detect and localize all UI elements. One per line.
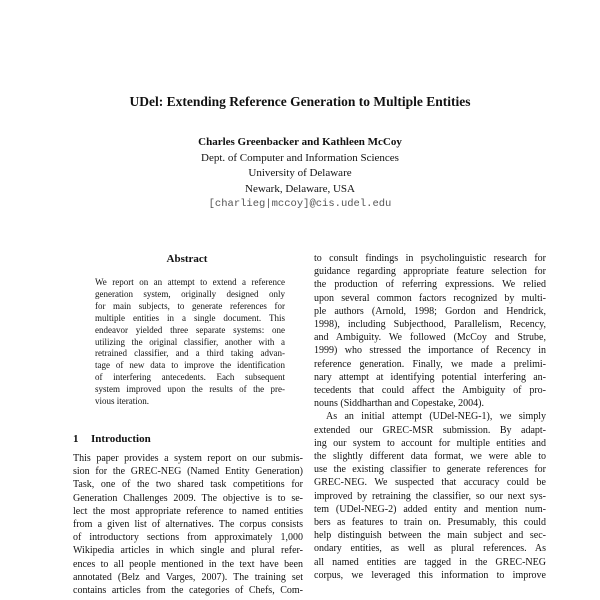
body-line: ondary entities, as well as plural references. As — [314, 543, 546, 555]
body-line: the production of referring expressions. We relied — [314, 279, 546, 291]
abstract-line: retrained classifier, and a third taking advan- — [95, 348, 285, 359]
abstract-line: for main subjects, to generate references for — [95, 300, 285, 311]
body-line: ple authors (Arnold, 1998; Gordon and Hendrick, — [314, 305, 546, 317]
body-line: sion for the GREC-NEG (Named Entity Generation) — [73, 466, 303, 478]
abstract-line: generation system, originally designed only — [95, 288, 285, 299]
affiliation-university: University of Delaware — [248, 167, 352, 179]
body-line: Wikipedia articles in which single and plural refer- — [73, 545, 303, 557]
abstract-line: tage of new data to improve the identification — [95, 360, 285, 371]
body-line: tecedents that could affect the Ambiguity of pro- — [314, 385, 546, 397]
body-line: ences to all people mentioned in the text have been — [73, 558, 303, 570]
affiliation-department: Dept. of Computer and Information Sciences — [201, 151, 399, 164]
body-line: 1998), including Subjecthood, Parallelism, Recency, — [314, 319, 546, 331]
body-line: lect the most appropriate reference to named entities — [73, 505, 303, 517]
body-line: use the existing classifier to generate references for — [314, 464, 546, 476]
body-line: tem (UDel-NEG-2) added entity and mention num- — [314, 503, 546, 515]
abstract-line: system improved upon the results of the pre- — [95, 384, 285, 395]
section-title: Introduction — [91, 433, 151, 445]
body-line: Generation Challenges 2009. The objective is to se- — [73, 492, 303, 504]
body-line: reference generation. Finally, we made a prelimi- — [314, 358, 546, 370]
body-line: all named entities are tagged in the GREC-NEG — [314, 556, 546, 568]
body-line: extended our GREC-MSR submission. By adapt- — [314, 424, 546, 436]
body-line: nary attempt at identifying potential interfering an- — [314, 371, 546, 383]
body-line: upon several common factors recognized by multi- — [314, 292, 546, 304]
body-line: of introductory sections from approximately 1,000 — [73, 532, 303, 544]
body-line: the slightly different data format, we were able to — [314, 451, 546, 463]
body-line: 1999) who stressed the importance of Recency in — [314, 345, 546, 357]
body-line: annotated (Belz and Varges, 2007). The training set — [73, 571, 303, 583]
body-line: to consult findings in psycholinguistic research for — [314, 253, 546, 264]
abstract-body — [95, 277, 285, 408]
body-line: This paper provides a system report on our submis- — [73, 453, 303, 464]
body-line: GREC-NEG. We suspected that accuracy could be — [314, 477, 546, 489]
introduction-body — [73, 452, 303, 597]
body-line: improved by retraining the classifier, so our next sys- — [314, 490, 546, 502]
section-heading-introduction — [73, 432, 303, 446]
body-line: and Ambiguity. We followed (McCoy and Strube, — [314, 332, 546, 344]
body-line: nouns (Siddharthan and Copestake, 2004). — [314, 398, 484, 410]
affiliation-location: Newark, Delaware, USA — [245, 182, 355, 195]
abstract-line: multiple entities in a single document. This — [95, 312, 285, 323]
body-line: from a given list of alternatives. The corpus consists — [73, 519, 303, 531]
abstract-line: of interfering antecedents. Each subsequent — [95, 372, 285, 383]
section-number: 1 — [73, 433, 79, 445]
author-names: Charles Greenbacker and Kathleen McCoy — [198, 136, 402, 148]
author-block — [0, 135, 600, 213]
author-email: [charlieg|mccoy]@cis.udel.edu — [208, 198, 392, 210]
body-line: corpus, we leveraged this information to improve — [314, 569, 546, 581]
body-line: As an initial attempt (UDel-NEG-1), we simply — [326, 411, 546, 423]
body-line: bers as features to train on. Presumably, this could — [314, 517, 546, 529]
abstract-line: vious iteration. — [95, 396, 149, 407]
body-line: guidance regarding appropriate feature selection for — [314, 266, 546, 278]
body-line: contains articles from the categories of Chefs, Com- — [73, 585, 303, 597]
paper-title: UDel: Extending Reference Generation to Multiple Entities — [129, 94, 471, 109]
body-line: help distinguish between the main subject and sec- — [314, 530, 546, 542]
right-column — [314, 252, 546, 582]
body-line: ing our system to account for multiple entities and — [314, 437, 546, 449]
body-line: Task, one of the two shared task competitions for — [73, 479, 303, 491]
abstract-line: endeavor yielded three separate systems: one — [95, 324, 285, 335]
abstract-line: We report on an attempt to extend a reference — [95, 277, 285, 287]
abstract-line: utilizing the original classifier, another with a — [95, 336, 285, 347]
abstract-heading: Abstract — [166, 253, 208, 265]
